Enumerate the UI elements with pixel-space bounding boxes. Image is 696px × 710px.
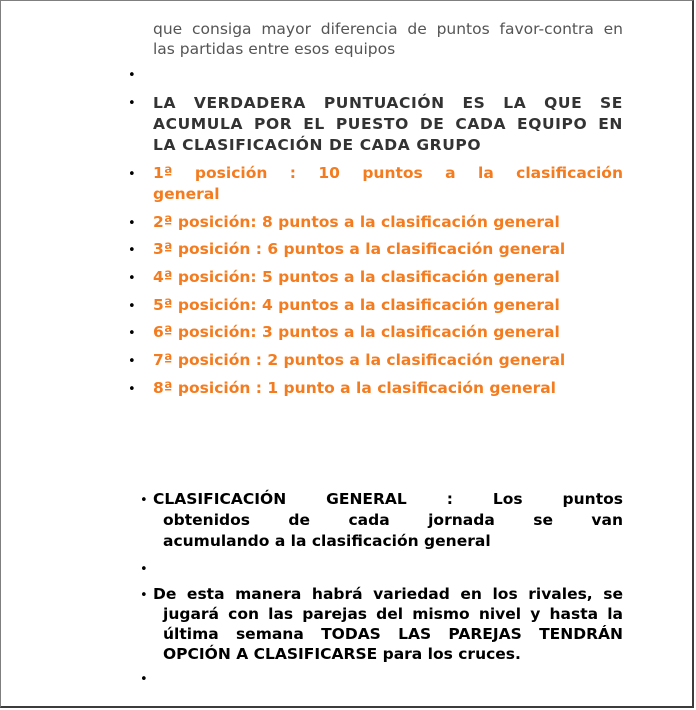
general-line-1: CLASIFICACIÓN GENERAL : Los puntos — [153, 490, 623, 508]
position-6: 6ª posición: 3 puntos a la clasificación general — [153, 323, 560, 341]
position-4-bullet: • — [128, 271, 136, 286]
position-5-bullet: • — [128, 299, 136, 314]
position-8: 8ª posición : 1 punto a la clasificación general — [153, 379, 556, 397]
position-7-bullet: • — [128, 354, 136, 369]
variety-bullet: • — [140, 588, 148, 603]
position-4: 4ª posición: 5 puntos a la clasificación general — [153, 268, 560, 286]
position-7: 7ª posición : 2 puntos a la clasificación general — [153, 351, 566, 369]
position-2-bullet: • — [128, 216, 136, 231]
heading-bullet: • — [128, 96, 136, 111]
position-1-line-2: general — [153, 185, 220, 203]
general-line-2: obtenidos de cada jornada se van — [163, 511, 623, 529]
position-1-line-1: 1ª posición : 10 puntos a la clasificación — [153, 164, 623, 182]
general-bullet: • — [140, 493, 148, 508]
heading-line-2: ACUMULA POR EL PUESTO DE CADA EQUIPO EN — [153, 115, 623, 133]
position-2: 2ª posición: 8 puntos a la clasificación general — [153, 213, 560, 231]
variety-line-1: De esta manera habrá variedad en los rivales, se — [153, 585, 623, 603]
position-3: 3ª posición : 6 puntos a la clasificación general — [153, 240, 566, 258]
empty-bullet-3: • — [140, 672, 148, 687]
intro-line-1: que consiga mayor diferencia de puntos favor-contra en — [153, 20, 623, 38]
empty-bullet-1: • — [128, 68, 136, 83]
empty-bullet-2: • — [140, 562, 148, 577]
variety-line-2: jugará con las parejas del mismo nivel y hasta la — [163, 605, 623, 623]
position-6-bullet: • — [128, 326, 136, 341]
position-5: 5ª posición: 4 puntos a la clasificación general — [153, 296, 560, 314]
position-1-bullet: • — [128, 167, 136, 182]
variety-line-3: última semana TODAS LAS PAREJAS TENDRÁN — [163, 625, 623, 643]
position-8-bullet: • — [128, 382, 136, 397]
general-line-3: acumulando a la clasificación general — [163, 532, 491, 550]
intro-line-2: las partidas entre esos equipos — [153, 40, 396, 58]
variety-line-4: OPCIÓN A CLASIFICARSE para los cruces. — [163, 645, 521, 663]
heading-line-3: LA CLASIFICACIÓN DE CADA GRUPO — [153, 136, 482, 154]
position-3-bullet: • — [128, 243, 136, 258]
heading-line-1: LA VERDADERA PUNTUACIÓN ES LA QUE SE — [153, 94, 623, 112]
